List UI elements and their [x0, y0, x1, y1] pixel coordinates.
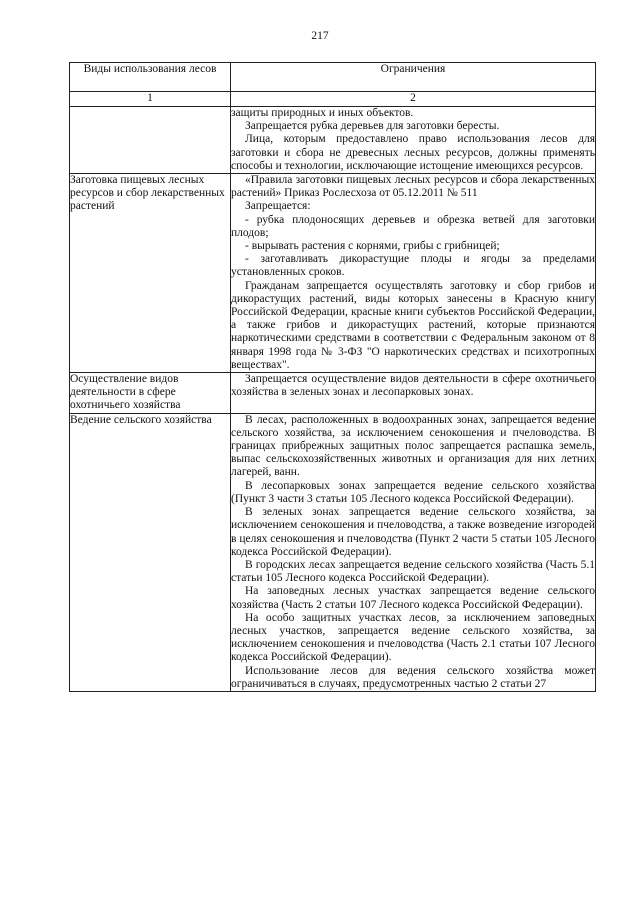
restrictions-table: [69, 62, 596, 692]
table-row: [70, 413, 596, 691]
table-column-number-row: [70, 92, 596, 107]
restriction-paragraph: Лица, которым предоставлено право использования лесов для заготовки и сбора не древесных лесных ресурсов, должны применять способы и технологии, исключающие истощение имеющихся ресурсов.: [231, 133, 595, 172]
table-header-row: [70, 63, 596, 92]
table-body: [70, 107, 596, 692]
restriction-paragraph: Использование лесов для ведения сельского хозяйства может ограничиваться в случаях, предусмотренных частью 2 статьи 27: [231, 664, 595, 690]
usage-type-cell: [70, 107, 231, 174]
restriction-paragraph: На заповедных лесных участках запрещается ведение сельского хозяйства (Часть 2 статьи 107 Лесного кодекса Российской Федерации).: [231, 585, 595, 611]
column-header-restrictions: Ограничения: [231, 63, 596, 92]
restrictions-cell: [231, 107, 596, 174]
restriction-paragraph: «Правила заготовки пищевых лесных ресурсов и сбора лекарственных растений» Приказ Рослесхоза от 05.12.2011 № 511: [231, 174, 595, 200]
usage-type-cell: Заготовка пищевых лесных ресурсов и сбор лекарственных растений: [70, 174, 231, 373]
restriction-paragraph: В городских лесах запрещается ведение сельского хозяйства (Часть 5.1 статьи 105 Лесного кодекса Российской Федерации).: [231, 558, 595, 585]
restriction-paragraph: Запрещается рубка деревьев для заготовки бересты.: [245, 120, 500, 133]
restriction-paragraph: защиты природных и иных объектов.: [231, 107, 414, 119]
column-header-usage-types: Виды использования лесов: [70, 63, 231, 92]
restrictions-cell: [231, 413, 596, 691]
column-number-1: 1: [70, 92, 231, 107]
usage-type-cell: Осуществление видов деятельности в сфере охотничьего хозяйства: [70, 373, 231, 414]
restriction-paragraph: - вырывать растения с корнями, грибы с грибницей;: [245, 240, 500, 253]
usage-type-cell: Ведение сельского хозяйства: [70, 413, 231, 691]
column-number-2: 2: [231, 92, 596, 107]
table-row: [70, 107, 596, 174]
restriction-paragraph: - рубка плодоносящих деревьев и обрезка ветвей для заготовки плодов;: [231, 213, 595, 239]
restrictions-cell: [231, 174, 596, 373]
restriction-paragraph: Гражданам запрещается осуществлять заготовку и сбор грибов и дикорастущих растений, виды которых занесены в Красную книгу Российской Федерации, красные книги субъектов Российской Федерации, а также грибов и дикорастущих растений, которые признаются наркотическими средствами в соответствии с Федеральным законом от 8 января 1998 года № 3-ФЗ "О наркотических средствах и психотропных веществах".: [231, 279, 595, 371]
restriction-paragraph: Запрещается осуществление видов деятельности в сфере охотничьего хозяйства в зеленых зонах и лесопарковых зонах.: [231, 373, 595, 399]
restriction-paragraph: - заготавливать дикорастущие плоды и ягоды за пределами установленных сроков.: [231, 253, 595, 279]
page-number: 217: [311, 30, 329, 42]
restriction-paragraph: В зеленых зонах запрещается ведение сельского хозяйства, за исключением сенокошения и пчеловодства, а также возведение изгородей в целях сенокошения и пчеловодства (Пункт 2 части 5 статьи 105 Лесного кодекса Российской Федерации).: [231, 506, 595, 558]
restrictions-cell: [231, 373, 596, 414]
restriction-paragraph: На особо защитных участках лесов, за исключением заповедных лесных участков, запрещается ведение сельского хозяйства, за исключением сенокошения и пчеловодства (Часть 2.1 статьи 107 Лесного кодекса Российской Федерации).: [231, 611, 595, 664]
table-row: [70, 174, 596, 373]
restriction-paragraph: Запрещается:: [245, 200, 311, 213]
restriction-paragraph: В лесах, расположенных в водоохранных зонах, запрещается ведение сельского хозяйства, за исключением сенокошения и пчеловодства. В границах прибрежных защитных полос запрещается распашка земель, выпас сельскохозяйственных животных и организация для них летних лагерей, ванн.: [231, 413, 595, 479]
table-row: [70, 373, 596, 414]
restriction-paragraph: В лесопарковых зонах запрещается ведение сельского хозяйства (Пункт 3 части 3 статьи 105 Лесного кодекса Российской Федерации).: [231, 479, 595, 505]
